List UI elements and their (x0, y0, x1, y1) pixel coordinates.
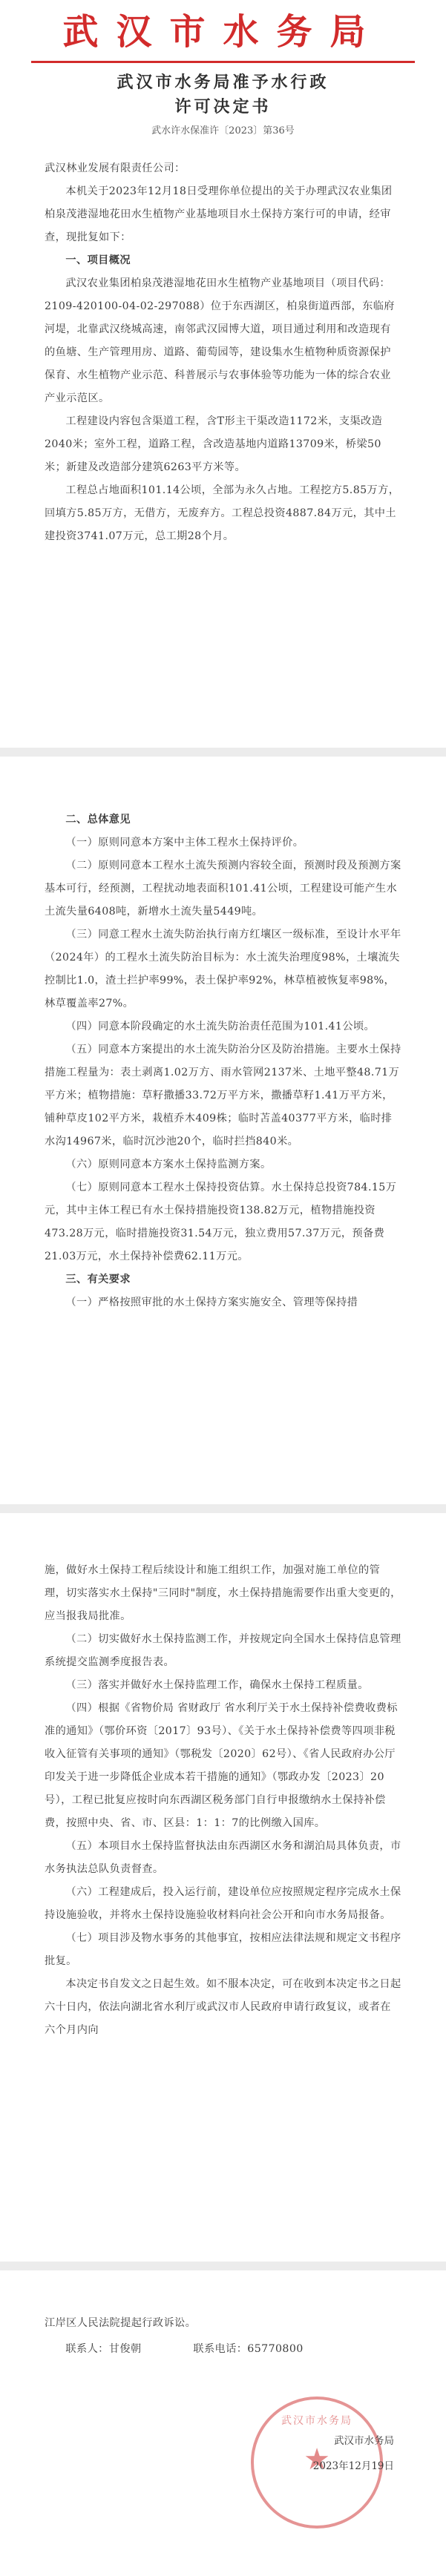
decision-title-line-1: 武汉市水务局准予水行政 (117, 73, 329, 92)
appeal-notice-continued: 江岸区人民法院提起行政诉讼。 (45, 2317, 197, 2329)
contact-phone: 联系电话：65770800 (193, 2343, 304, 2355)
section-heading-1: 一、项目概况 (65, 254, 131, 266)
requirement-item-5: （五）本项目水土保持监督执法由东西湖区水务和湖泊局具体负责，市水务执法总队负责督查。 (45, 1840, 401, 1875)
requirement-item-6: （六）工程建成后，投入运行前，建设单位应按照规定程序完成水土保持设施验收，并将水土保持设施验收材料向社会公开和向市水务局报备。 (45, 1886, 401, 1921)
opinion-item-3: （三）同意工程水土流失防治执行南方红壤区一级标准，至设计水平年（2024年）的工程水土流失防治目标为：水土流失治理度98%，土壤流失控制比1.0，渣土拦护率99%，表土保护率92%，林草植被恢复率98%，林草覆盖率27%。 (45, 929, 401, 1009)
requirement-item-1-continued: 施，做好水土保持工程后续设计和施工组织工作，加强对施工单位的管理，切实落实水土保持"三同时"制度，水土保持措施需要作出重大变更的，应当报我局批准。 (45, 1564, 401, 1622)
requirement-item-4: （四）根据《省物价局 省财政厅 省水利厅关于水土保持补偿费收费标准的通知》（鄂价环资〔2017〕93号）、《关于水土保持补偿费等四项非税收入征管有关事项的通知》（鄂税发〔2020〕62号）、《省人民政府办公厅印发关于进一步降低企业成本若干措施的通知》（鄂政办发〔2023〕20号），工程已批复应按时向东西湖区税务部门自行申报缴纳水土保持补偿费，按照中央、省、市、区县：1：1：7的比例缴入国库。 (45, 1702, 398, 1829)
document-page-3 (0, 1513, 446, 2262)
intro-paragraph: 本机关于2023年12月18日受理你单位提出的关于办理武汉农业集团柏泉茂港湿地花田水生植物产业基地项目水土保持方案行可的申请，经审查，现批复如下： (45, 185, 393, 243)
requirement-item-7: （七）项目涉及物水事务的其他事宜，按相应法律法规和规定文书程序批复。 (45, 1932, 401, 1967)
addressee: 武汉林业发展有限责任公司： (45, 162, 186, 174)
appeal-notice: 本决定书自发文之日起生效。如不服本决定，可在收到本决定书之日起六十日内，依法向湖北省水利厅或武汉市人民政府申请行政复议，或者在六个月内向 (45, 1978, 401, 2036)
seal-text: 武汉市水务局 (281, 2415, 352, 2427)
decision-title-line-2: 许可决定书 (174, 98, 272, 116)
project-overview-paragraph: 武汉农业集团柏泉茂港湿地花田水生植物产业基地项目（项目代码：2109-420100-04-02-297088）位于东西湖区，柏泉街道西部，东临府河堤，北靠武汉绕城高速，南邻武汉园博大道，项目通过利用和改造现有的鱼塘、生产管理用房、道路、葡萄园等，建设集水生植物种质资源保护保育、水生植物产业示范、科普展示与农事体验等功能为一体的综合农业产业示范区。 (45, 277, 395, 404)
opinion-item-1: （一）原则同意本方案中主体工程水土保持评价。 (65, 837, 304, 849)
document-page-1 (0, 0, 446, 748)
section-heading-2: 二、总体意见 (65, 814, 131, 826)
opinion-item-4: （四）同意本阶段确定的水土流失防治责任范围为101.41公顷。 (65, 1021, 376, 1032)
land-use-paragraph: 工程总占地面积101.14公顷，全部为永久占地。工程挖方5.85万方，回填方5.85万方，无借方，无废弃方。工程总投资4887.84万元，其中土建投资3741.07万元，总工期28个月。 (45, 484, 400, 542)
contact-person (45, 2338, 401, 2361)
section-heading-3: 三、有关要求 (65, 1274, 131, 1285)
requirement-item-2: （二）切实做好水土保持监测工作，并按规定向全国水土保持信息管理系统提交监测季度报告表。 (45, 1633, 401, 1668)
signing-date: 2023年12月19日 (312, 2460, 394, 2472)
requirement-item-3: （三）落实并做好水土保持监理工作，确保水土保持工程质量。 (65, 1679, 369, 1691)
opinion-item-6: （六）原则同意本方案水土保持监测方案。 (65, 1159, 272, 1170)
opinion-item-7: （七）原则同意本工程水土保持投资估算。水土保持总投资784.15万元，其中主体工程已有水土保持措施投资138.82万元，植物措施投资473.28万元，临时措施投资31.54万元，独立费用57.37万元，预备费21.03万元，水土保持补偿费62.11万元。 (45, 1182, 397, 1262)
requirement-item-1: （一）严格按照审批的水土保持方案实施安全、管理等保持措 (65, 1297, 358, 1308)
opinion-item-2: （二）原则同意本工程水土流失预测内容较全面，预测时段及预测方案基本可行，经预测，工程扰动地表面积101.41公顷，工程建设可能产生水土流失量6408吨，新增水土流失量5449吨。 (45, 860, 401, 918)
opinion-item-5: （五）同意本方案提出的水土流失防治分区及防治措施。主要水土保持措施工程量为：表土剥离1.02万方、雨水管网2137米、土地平整48.71万平方米；植物措施：草籽撒播33.72万平方米，撒播草籽1.41万平方米，铺种草皮102平方米，栽植乔木409株；临时苫盖40377平方米，临时排水沟14967米，临时沉沙池20个，临时拦挡840米。 (45, 1044, 401, 1147)
document-page-4 (0, 2270, 446, 2576)
seal-star-icon: ★ (304, 2442, 330, 2477)
signing-organization: 武汉市水务局 (334, 2435, 394, 2447)
contact-person-label: 联系人：甘俊朝 (65, 2343, 142, 2355)
construction-content-paragraph: 工程建设内容包含渠道工程，含T形主干渠改造1172米，支渠改造2040米；室外工程，道路工程，含改造基地内道路13709米，桥梁50米；新建及改造部分建筑6263平方米等。 (45, 415, 383, 473)
document-number: 武水许水保准许〔2023〕第36号 (151, 125, 295, 136)
document-page-2 (0, 757, 446, 1504)
agency-letterhead: 武汉市水务局 (62, 11, 384, 53)
